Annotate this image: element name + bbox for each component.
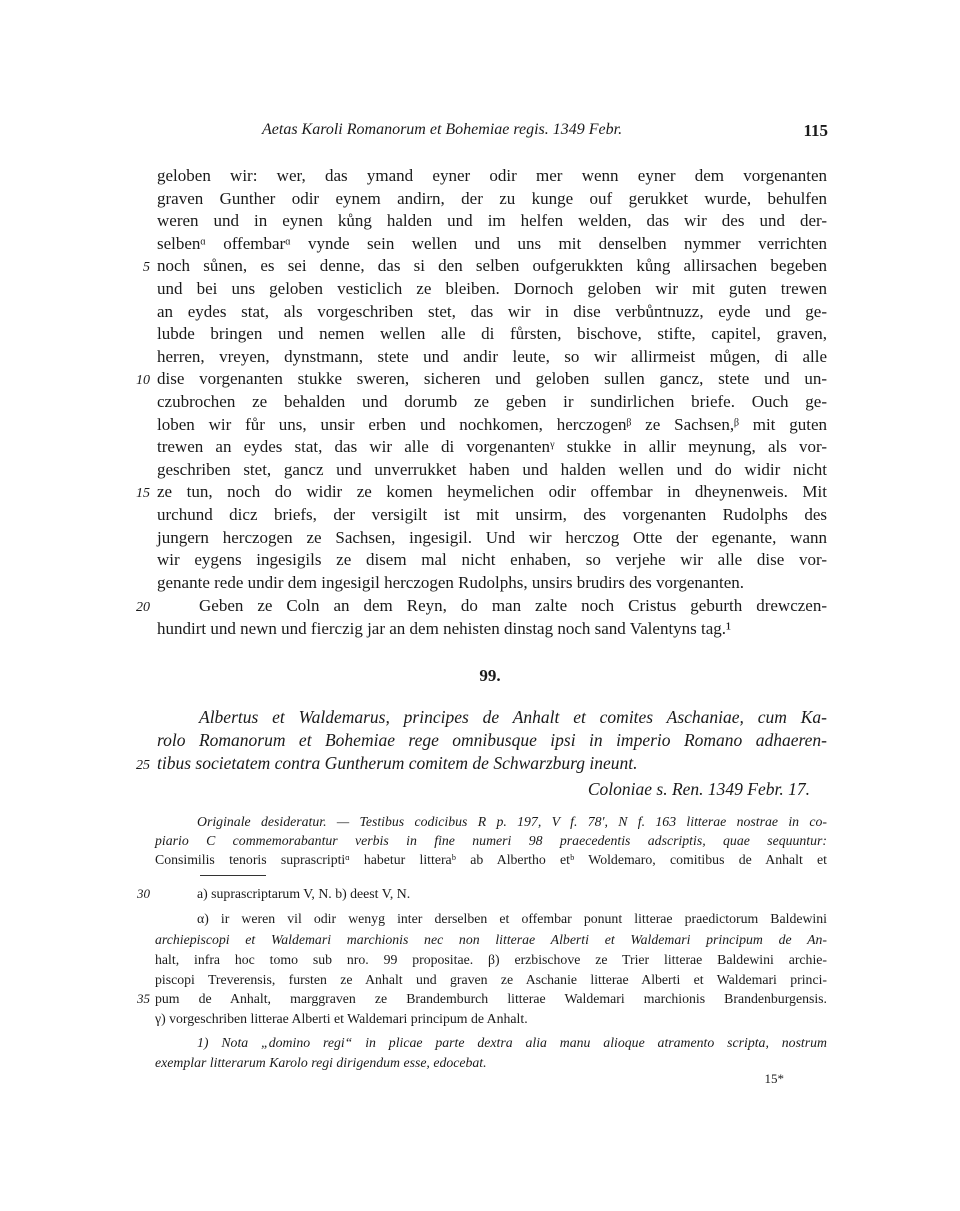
footnote-line: 1) Nota „domino regi“ in plicae parte dextra alia manu alioque atramento scripta, nostrum: [197, 1035, 827, 1050]
running-head: Aetas Karoli Romanorum et Bohemiae regis. 1349 Febr.: [262, 121, 623, 138]
line-number: 15: [136, 486, 150, 501]
body-line: lubde bringen und nemen wellen alle di fůrsten, bischove, stifte, capitel, graven,: [157, 324, 827, 343]
footnote-line: archiepiscopi et Waldemari marchionis nec non litterae Alberti et Waldemari principum de An-: [155, 932, 827, 947]
dating-line: Coloniae s. Ren. 1349 Febr. 17.: [587, 779, 810, 799]
regest-line: tibus societatem contra Guntherum comitem de Schwarzburg ineunt.: [157, 753, 638, 773]
line-number: 10: [136, 373, 150, 388]
body-line: noch sůnen, es sei denne, das si den selben oufgerukkten kůng allirsachen begeben: [157, 256, 827, 275]
footnote-line: halt, infra hoc tomo sub nro. 99 propositae. β) erzbischove ze Trier litterae Baldewini archie-: [155, 952, 827, 967]
body-line: loben wir fůr uns, unsir erben und nochkomen, herczogenᵝ ze Sachsen,ᵝ mit guten: [157, 415, 827, 434]
regest-line: rolo Romanorum et Bohemiae rege omnibusque ipsi in imperio Romano adhaeren-: [157, 730, 827, 750]
body-line: ze tun, noch do widir ze komen heymelichen odir offembar in dheynenweis. Mit: [157, 482, 827, 501]
tradition-line: Originale desideratur. — Testibus codicibus R p. 197, V f. 78', N f. 163 litterae nostrae in co-: [197, 814, 827, 829]
footnote-line: γ) vorgeschriben litterae Alberti et Waldemari principum de Anhalt.: [155, 1011, 528, 1026]
body-line: urchund dicz briefs, der versigilt ist mit unsirm, des vorgenanten Rudolphs des: [157, 505, 827, 524]
body-line: Geben ze Coln an dem Reyn, do man zalte noch Cristus geburth drewczen-: [199, 596, 827, 615]
body-line: trewen an eydes stat, das wir alle di vorgenantenᵞ stukke in allir meynung, als vor-: [157, 437, 827, 456]
line-number: 35: [137, 991, 150, 1006]
sheet-signature: 15*: [764, 1071, 784, 1086]
body-line: jungern herczogen ze Sachsen, ingesigil. Und wir herczog Otte der egenante, wann: [157, 528, 827, 547]
body-line: geschriben stet, gancz und unverrukket haben und halden wellen und do widir nicht: [157, 460, 827, 479]
line-number: 5: [143, 260, 150, 275]
body-line: genante rede undir dem ingesigil herczogen Rudolphs, unsirs brudirs des vorgenanten.: [157, 573, 744, 592]
footnote-line: piscopi Treverensis, fursten ze Anhalt und graven ze Aschanie litterae Alberti et Waldemari princi-: [155, 972, 827, 987]
body-line: herren, vreyen, dynstmann, stete und andir leute, so wir allirmeist můgen, di alle: [157, 347, 827, 366]
body-line: selbenᵅ offembarᵅ vynde sein wellen und uns mit denselben nymmer verrichten: [157, 234, 827, 253]
tradition-line: piario C commemorabantur verbis in fine numeri 98 praecedentis adscriptis, quae sequuntur:: [155, 833, 827, 848]
regest-line: Albertus et Waldemarus, principes de Anhalt et comites Aschaniae, cum Ka-: [199, 707, 827, 727]
body-line: wir eygens ingesigils ze disem mal nicht enhaben, so verjehe wir alle dise vor-: [157, 550, 827, 569]
apparatus-note: a) suprascriptarum V, N. b) deest V, N.: [197, 886, 411, 901]
document-number: 99.: [479, 666, 501, 685]
footnote-rule: [200, 875, 266, 876]
body-line: und bei uns geloben vesticlich ze bleiben. Dornoch geloben wir mit guten trewen: [157, 279, 827, 298]
line-number: 30: [137, 886, 150, 901]
page-number: 115: [803, 121, 828, 140]
line-number: 25: [136, 758, 150, 773]
line-number: 20: [136, 600, 150, 615]
body-line: an eydes stat, als vorgeschriben stet, das wir in dise verbůntnuzz, eyde und ge-: [157, 302, 827, 321]
body-line: weren und in eynen kůng halden und im helfen welden, das wir des und der-: [157, 211, 827, 230]
footnote-line: α) ir weren vil odir wenyg inter derselben et offembar ponunt litterae praedictorum Baldewini: [197, 911, 827, 926]
footnote-line: exemplar litterarum Karolo regi dirigendum esse, edocebat.: [155, 1055, 487, 1070]
body-line: dise vorgenanten stukke sweren, sicheren und geloben sullen gancz, stete und un-: [157, 369, 827, 388]
body-line: czubrochen ze behalden und dorumb ze geben ir sundirlichen briefe. Ouch ge-: [157, 392, 827, 411]
body-line: geloben wir: wer, das ymand eyner odir mer wenn eyner dem vorgenanten: [157, 166, 827, 185]
body-line: graven Gunther odir eynem andirn, der zu kunge ouf gerukket wurde, behulfen: [157, 189, 827, 208]
footnote-line: pum de Anhalt, marggraven ze Brandemburch litterae Waldemari marchionis Brandenburgensis.: [155, 991, 827, 1006]
body-line: hundirt und newn und fierczig jar an dem nehisten dinstag noch sand Valentyns tag.¹: [157, 619, 732, 638]
tradition-line: Consimilis tenoris suprascriptiᵅ habetur litteraᵇ ab Albertho etᵇ Woldemaro, comitibus de Anhalt et: [155, 852, 827, 867]
